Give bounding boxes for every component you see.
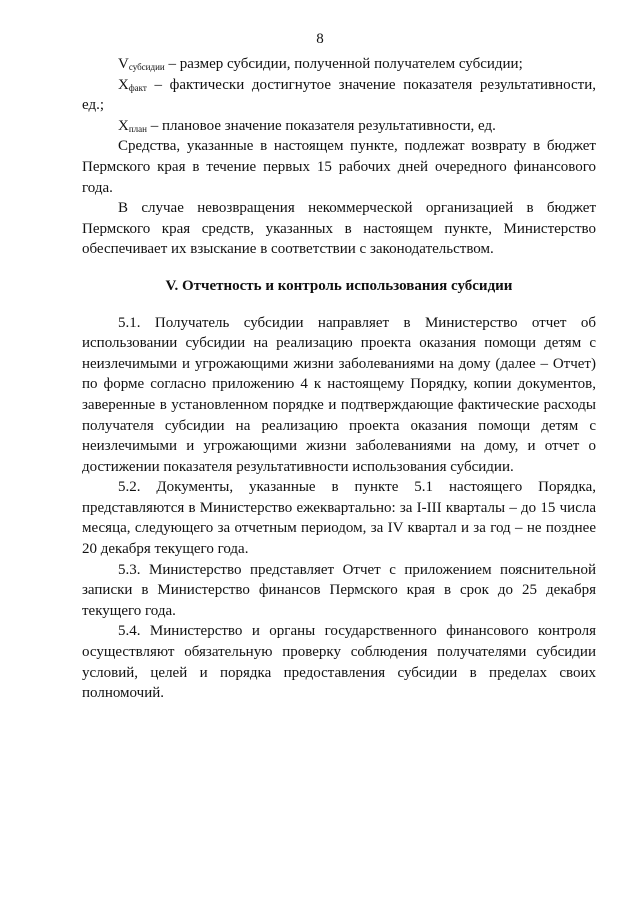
formula-definition-v-subsidy xyxy=(82,54,596,75)
section-heading: V. Отчетность и контроль использования субсидии xyxy=(165,277,513,294)
formula-subscript: субсидии xyxy=(128,62,165,72)
formula-text: – размер субсидии, полученной получателем субсидии; xyxy=(164,56,523,72)
paragraph-refund-terms: Средства, указанные в настоящем пункте, подлежат возврату в бюджет Пермского края в течение первых 15 рабочих дней очередного финансового года. xyxy=(82,138,596,196)
formula-text: – плановое значение показателя результативности, ед. xyxy=(146,117,496,134)
formula-symbol: V xyxy=(118,56,129,72)
paragraph-5-4: 5.4. Министерство и органы государственного финансового контроля осуществляют обязательную проверку соблюдения получателями субсидии условий, целей и порядка предоставления субсидии в пределах своих полномочий. xyxy=(82,623,596,702)
formula-symbol: X xyxy=(118,76,129,93)
page-number: 8 xyxy=(316,31,324,47)
paragraph-5-3: 5.3. Министерство представляет Отчет с приложением пояснительной записки в Министерство финансов Пермского края в срок до 25 декабря текущего года. xyxy=(82,561,596,619)
paragraph-5-1: 5.1. Получатель субсидии направляет в Министерство отчет об использовании субсидии на реализацию проекта оказания помощи детям с неизлечимыми и угрожающими жизни заболеваниями на дому (далее – Отчет) по форме согласно приложению 4 к настоящему Порядку, копии документов, заверенные в установленном порядке и подтверждающие фактические расходы получателя субсидии на реализацию проекта оказания помощи детям с неизлечимыми и угрожающими жизни заболеваниями на дому, и отчет о достижении показателя результативности использования субсидии. xyxy=(82,314,596,475)
formula-symbol: X xyxy=(118,117,129,134)
page-content xyxy=(82,54,596,704)
formula-subscript: план xyxy=(128,123,147,134)
formula-subscript: факт xyxy=(128,82,147,93)
formula-text: – фактически достигнутое значение показателя результативности, ед.; xyxy=(82,76,596,114)
paragraph-5-2: 5.2. Документы, указанные в пункте 5.1 настоящего Порядка, представляются в Министерство ежеквартально: за I-III кварталы – до 15 числа месяца, следующего за отчетным периодом, за IV квартал и за год – не позднее 20 декабря текущего года. xyxy=(82,479,596,558)
formula-definition-x-fact xyxy=(82,75,596,116)
paragraph-non-return: В случае невозвращения некоммерческой организацией в бюджет Пермского края средств, указанных в настоящем пункте, Министерство обеспечивает их взыскание в соответствии с законодательством. xyxy=(82,200,596,258)
formula-definition-x-plan xyxy=(82,116,596,137)
